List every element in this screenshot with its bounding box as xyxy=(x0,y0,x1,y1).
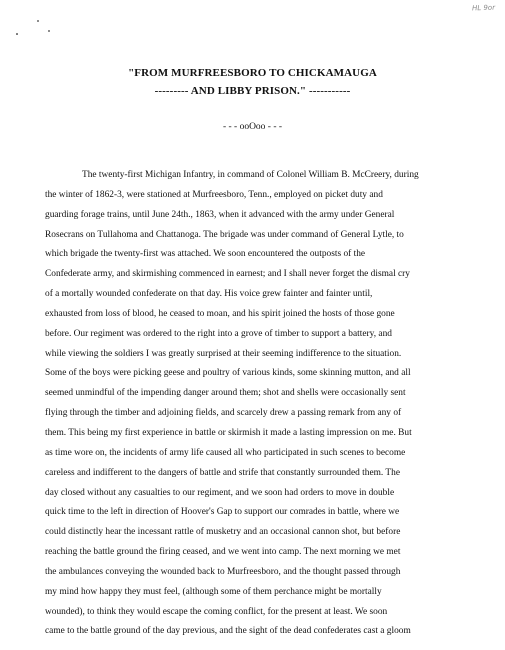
body-line: came to the battle ground of the day previous, and the sight of the dead confederates cast a gloom xyxy=(45,626,411,637)
body-line: flying through the timber and adjoining fields, and scarcely drew a passing remark from any of xyxy=(45,408,402,419)
body-line: Some of the boys were picking geese and poultry of various kinds, some skinning mutton, and all xyxy=(45,368,411,379)
scan-speck xyxy=(37,20,39,22)
scan-speck xyxy=(16,33,18,35)
body-line: Confederate army, and skirmishing commenced in earnest; and I shall never forget the dismal cry xyxy=(45,269,410,280)
handwritten-note: HL 9or xyxy=(471,3,496,13)
body-line: The twenty-first Michigan Infantry, in command of Colonel William B. McCreery, during xyxy=(82,170,419,180)
body-line: the winter of 1862-3, were stationed at Murfreesboro, Tenn., employed on picket duty and xyxy=(45,189,383,200)
body-line: careless and indifferent to the dangers of battle and strife that constantly surrounded them. The xyxy=(45,467,401,478)
body-line: the ambulances conveying the wounded back to Murfreesboro, and the thought passed through xyxy=(45,566,401,577)
body-line: as time wore on, the incidents of army life caused all who participated in such scenes to become xyxy=(45,447,406,458)
body-line: which brigade the twenty-first was attached. We soon encountered the outposts of the xyxy=(45,249,366,260)
body-line: seemed unmindful of the impending danger around them; shot and shells were occasionally sent xyxy=(45,388,406,399)
title-line-2: --------- AND LIBBY PRISON." ----------- xyxy=(154,85,351,97)
body-line: before. Our regiment was ordered to the right into a grove of timber to support a battery, and xyxy=(45,328,392,339)
body-line: day closed without any casualties to our regiment, and we soon had orders to move in double xyxy=(45,487,395,498)
body-line: my mind how happy they must feel, (although some of them perchance might be mortally xyxy=(45,586,382,597)
body-line: quick time to the left in direction of Hoover's Gap to support our comrades in battle, where we xyxy=(45,507,400,518)
body-line: could distinctly hear the incessant rattle of musketry and an occasional cannon shot, but before xyxy=(45,527,401,538)
body-line: them. This being my first experience in battle or skirmish it made a lasting impression on me. But xyxy=(45,427,412,438)
body-line: reaching the battle ground the firing ceased, and we went into camp. The next morning we met xyxy=(45,547,401,558)
body-line: of a mortally wounded confederate on that day. His voice grew fainter and fainter until, xyxy=(45,289,373,300)
body-line: guarding forage trains, until June 24th., 1863, when it advanced with the army under General xyxy=(45,209,395,220)
body-line: while viewing the soldiers I was greatly surprised at their seeming indifference to the situation. xyxy=(45,348,402,359)
body-line: wounded), to think they would escape the coming conflict, for the present at least. We soon xyxy=(45,606,388,617)
body-line: Rosecrans on Tullahoma and Chattanoga. The brigade was under command of General Lytle, to xyxy=(45,229,404,240)
body-text xyxy=(45,166,465,642)
title-line-1: "FROM MURFREESBORO TO CHICKAMAUGA xyxy=(128,67,377,79)
document-title xyxy=(0,64,505,100)
scan-speck xyxy=(48,30,50,32)
section-separator: - - - ooOoo - - - xyxy=(222,122,283,132)
body-line: exhausted from loss of blood, he ceased to moan, and his spirit joined the hosts of those gone xyxy=(45,308,395,319)
